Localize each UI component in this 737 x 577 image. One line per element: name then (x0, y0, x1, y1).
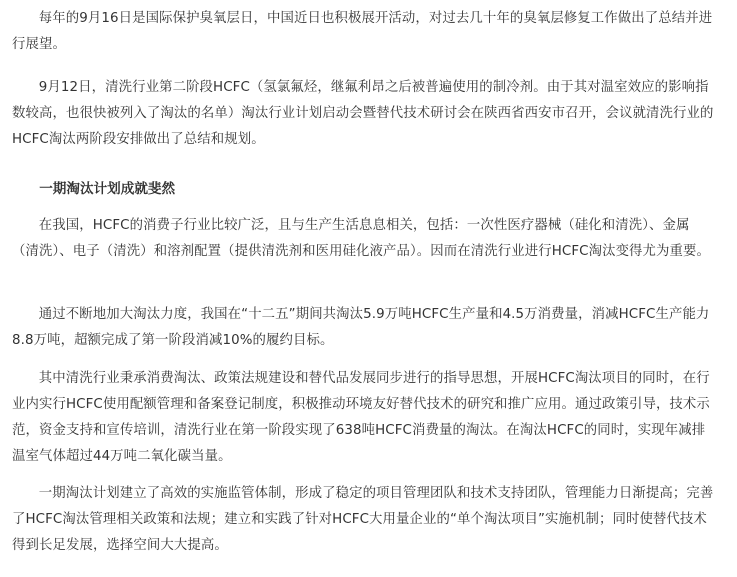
management-paragraph: 一期淘汰计划建立了高效的实施监管体制，形成了稳定的项目管理团队和技术支持团队，管理能力日渐提高；完善了HCFC淘汰管理相关政策和法规；建立和实践了针对HCFC大用量企业的“单个淘汰项目”实施机制；同时使替代技术得到长足发展，选择空间大大提高。 (12, 486, 714, 553)
meeting-paragraph: 9月12日，清洗行业第二阶段HCFC（氢氯氟烃，继氟利昂之后被普遍使用的制冷剂。由于其对温室效应的影响指数较高，也很快被列入了淘汰的名单）淘汰行业计划启动会暨替代技术研讨会在陕西省西安市召开，会议就清洗行业的HCFC淘汰两阶段安排做出了总结和规划。 (12, 80, 714, 147)
consumption-paragraph: 在我国，HCFC的消费子行业比较广泛，且与生产生活息息相关，包括：一次性医疗器械（硅化和清洗）、金属（清洗）、电子（清洗）和溶剂配置（提供清洗剂和医用硅化液产品）。因而在清洗行业进行HCFC淘汰变得尤为重要。 (12, 218, 710, 259)
phaseout-results-paragraph: 通过不断地加大淘汰力度，我国在“十二五”期间共淘汰5.9万吨HCFC生产量和4.5万消费量，消减HCFC生产能力8.8万吨，超额完成了第一阶段消减10%的履约目标。 (12, 307, 710, 348)
intro-paragraph: 每年的9月16日是国际保护臭氧层日，中国近日也积极展开活动，对过去几十年的臭氧层修复工作做出了总结并进行展望。 (12, 11, 713, 52)
section-heading: 一期淘汰计划成就斐然 (39, 181, 176, 197)
cleaning-industry-paragraph: 其中清洗行业秉承消费淘汰、政策法规建设和替代品发展同步进行的指导思想，开展HCFC淘汰项目的同时，在行业内实行HCFC使用配额管理和备案登记制度，积极推动环境友好替代技术的研究和推广应用。通过政策引导，技术示范，资金支持和宣传培训，清洗行业在第一阶段实现了638吨HCFC消费量的淘汰。在淘汰HCFC的同时，实现年减排温室气体超过44万吨二氧化碳当量。 (12, 371, 710, 464)
